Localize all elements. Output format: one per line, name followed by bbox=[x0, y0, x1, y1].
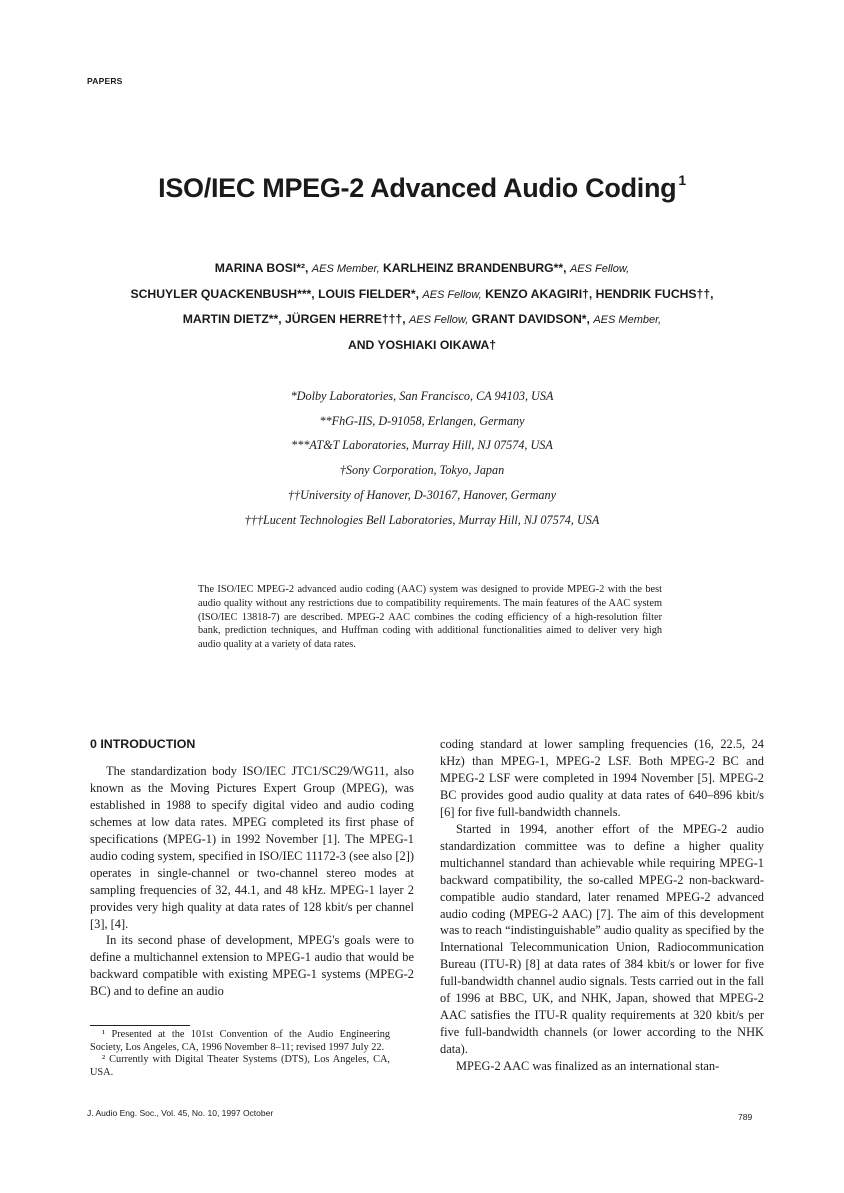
author-name: KENZO AKAGIRI†, HENDRIK FUCHS††, bbox=[485, 286, 714, 301]
author-line-1 bbox=[40, 256, 804, 282]
abstract: The ISO/IEC MPEG-2 advanced audio coding (AAC) system was designed to provide MPEG-2 with the best audio quality without any restrictions due to compatibility requirements. The main features of the AAC system (ISO/IEC 13818-7) are described. MPEG-2 AAC combines the coding efficiency of a high-resolution filter bank, prediction techniques, and Huffman coding with additional functionalities aimed to deliver very high audio quality at a variety of data rates. bbox=[198, 584, 662, 651]
author-name: MARINA BOSI*², bbox=[214, 261, 309, 275]
section-heading: 0 INTRODUCTION bbox=[90, 737, 196, 751]
section-label: PAPERS bbox=[87, 76, 123, 86]
author-title: AES Fellow, bbox=[422, 288, 482, 301]
author-line-3 bbox=[40, 307, 804, 333]
author-title: AES Fellow, bbox=[408, 314, 469, 327]
affiliation: †Sony Corporation, Tokyo, Japan bbox=[339, 463, 505, 478]
affiliation-list bbox=[140, 384, 704, 532]
author-list bbox=[40, 256, 804, 358]
body-column-right bbox=[440, 736, 764, 1075]
author-line-2 bbox=[40, 282, 804, 308]
body-paragraph: MPEG-2 AAC was finalized as an international stan- bbox=[456, 1059, 720, 1074]
author-title: AES Fellow, bbox=[569, 263, 630, 275]
paper-title bbox=[0, 172, 844, 204]
footnotes bbox=[90, 1029, 390, 1079]
body-paragraph: coding standard at lower sampling frequencies (16, 22.5, 24 kHz) than MPEG-1, MPEG-2 LSF. Both MPEG-2 BC and MPEG-2 LSF were completed in 1994 November [5]. MPEG-2 BC provides good audio quality at data rates of 640–896 kbit/s [6] for five full-bandwidth channels. bbox=[440, 737, 764, 819]
page-number: 789 bbox=[738, 1112, 753, 1122]
author-name: SCHUYLER QUACKENBUSH***, LOUIS FIELDER*, bbox=[130, 286, 419, 301]
affiliation: †††Lucent Technologies Bell Laboratories, Murray Hill, NJ 07574, USA bbox=[244, 512, 600, 527]
footnote: ² Currently with Digital Theater Systems (DTS), Los Angeles, CA, USA. bbox=[90, 1054, 390, 1078]
affiliation: ††University of Hanover, D-30167, Hanover, Germany bbox=[287, 487, 557, 502]
footnote-divider bbox=[90, 1025, 190, 1026]
title-text: ISO/IEC MPEG-2 Advanced Audio Coding bbox=[158, 173, 677, 203]
body-paragraph: In its second phase of development, MPEG's goals were to define a multichannel extension to MPEG-1 audio that would be backward compatible with existing MPEG-1 systems (MPEG-2 BC) and to define an audio bbox=[90, 933, 414, 999]
author-name: MARTIN DIETZ**, JÜRGEN HERRE†††, bbox=[182, 312, 406, 327]
title-footnote-mark: 1 bbox=[678, 172, 686, 188]
author-line-4 bbox=[40, 333, 804, 358]
journal-citation: J. Audio Eng. Soc., Vol. 45, No. 10, 1997 October bbox=[87, 1108, 274, 1118]
affiliation: ***AT&T Laboratories, Murray Hill, NJ 07574, USA bbox=[291, 438, 553, 453]
author-title: AES Member, bbox=[593, 314, 662, 327]
affiliation: **FhG-IIS, D-91058, Erlangen, Germany bbox=[319, 413, 525, 428]
body-paragraph: Started in 1994, another effort of the MPEG-2 audio standardization committee was to define a higher quality multichannel standard than achievable while requiring MPEG-1 backward compatibility, the so-called MPEG-2 non-backward-compatible audio standard, later renamed MPEG-2 advanced audio coding (MPEG-2 AAC) [7]. The aim of this development was to reach “indistinguishable” audio quality as specified by the International Telecommunication Union, Radiocommunication Bureau (ITU-R) [8] at data rates of 384 kbit/s or lower for five full-bandwidth channel audio signals. Tests carried out in the fall of 1996 at BBC, UK, and NHK, Japan, showed that MPEG-2 AAC satisfies the ITU-R quality requirements at 320 kbit/s per five full-bandwidth channels (or lower according to the NHK data). bbox=[440, 821, 764, 1057]
affiliation: *Dolby Laboratories, San Francisco, CA 94103, USA bbox=[290, 389, 554, 403]
author-name: GRANT DAVIDSON*, bbox=[471, 312, 590, 327]
author-title: AES Member, bbox=[311, 263, 380, 275]
body-paragraph: The standardization body ISO/IEC JTC1/SC29/WG11, also known as the Moving Pictures Expert Group (MPEG), was established in 1988 to specify digital video and audio coding schemes at low data rates. MPEG completed its first phase of specifications (MPEG-1) in 1992 November [1]. The MPEG-1 audio coding system, specified in ISO/IEC 11172-3 (see also [2]) operates in single-channel or two-channel stereo modes at sampling frequencies of 32, 44.1, and 48 kHz. MPEG-1 layer 2 provides very high quality at data rates of 128 kbit/s per channel [3], [4]. bbox=[90, 763, 414, 931]
footnote: ¹ Presented at the 101st Convention of the Audio Engineering Society, Los Angeles, CA, 1996 November 8–11; revised 1997 July 22. bbox=[90, 1029, 390, 1053]
author-name: AND YOSHIAKI OIKAWA† bbox=[347, 338, 497, 353]
author-name: KARLHEINZ BRANDENBURG**, bbox=[383, 261, 567, 275]
body-column-left bbox=[90, 736, 414, 1000]
